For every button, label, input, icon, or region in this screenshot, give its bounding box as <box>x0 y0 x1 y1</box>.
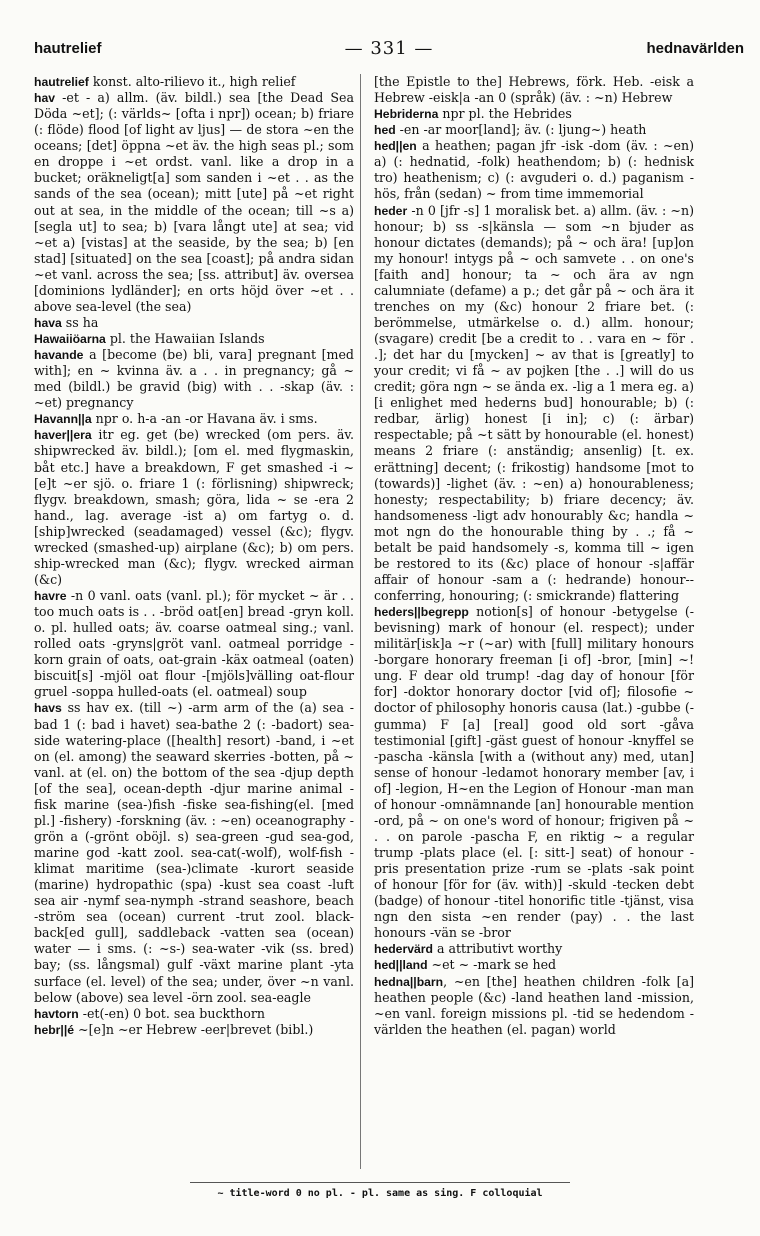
entry-text: [the Epistle to the] Hebrews, förk. Heb. -eisk a Hebrew -eisk|a -an 0 (språk) (äv. : ~n) Hebrew <box>374 74 694 106</box>
entry-text: -n 0 vanl. oats (vanl. pl.); för mycket ~ är . . too much oats is . . -bröd oat[en] bread -gryn koll. o. pl. hulled oats; äv. coarse oatmeal sing.; vanl. rolled oats -gryns|gröt vanl. oatmeal porridge -korn grain of oats, oat-grain -käx oatmeal (oaten) biscuit[s] -mjöl oat flour -[mjöls]välling oat-flour gruel -soppa hulled-oats (el. oatmeal) soup <box>34 588 354 700</box>
footer-rule <box>190 1182 570 1183</box>
entry-text: a attributivt worthy <box>432 941 563 957</box>
dictionary-entry <box>374 974 694 1038</box>
entry-text: itr eg. get (be) wrecked (om pers. äv. shipwrecked äv. bildl.); [om el. med flygmaskin, båt etc.] have a breakdown, F get smashed -i ~[e]t ~er sjö. o. friare 1 (: förlisning) shipwreck; flygv. breakdown, smash; göra, lida ~ se -era 2 hand., lag. average -ist a) om fartyg o. d. [ship]wrecked (seadamaged) vessel (&c); flygv. wrecked (smashed-up) airplane (&c); b) om pers. ship-wrecked man (&c); flygv. wrecked airman (&c) <box>34 427 354 587</box>
guide-word-left: hautrelief <box>34 40 102 57</box>
entry-text: ss hav ex. (till ~) -arm arm of the (a) sea -bad 1 (: bad i havet) sea-bathe 2 (: -badort) sea-side watering-place ([health] resort) -band, i ~et on (el. among) the seaward skerries -botten, på ~ vanl. at (el. on) the bottom of the sea -djup depth [of the sea], ocean-depth -djur marine animal -fisk marine (sea-)fish -fiske sea-fishing(el. [med pl.] -fishery) -forskning (äv. : ~en) oceanography -grön a (-grönt oböjl. s) sea-green -gud sea-god, marine god -katt zool. sea-cat(-wolf), wolf-fish -klimat maritime (sea-)climate -kurort seaside (marine) hydropathic (spa) -kust sea coast -luft sea air -nymf sea-nymph -strand seashore, beach -ström sea (ocean) current -trut zool. black-back[ed gull], saddleback -vatten sea (ocean) water — i sms. (: ~s-) sea-water -vik (ss. bred) bay; (ss. långsmal) gulf -växt marine plant -yta surface (el. level) of the sea; under, över ~n vanl. below (above) sea level -örn zool. sea-eagle <box>34 700 354 1005</box>
entry-text: ~et ~ -mark se hed <box>427 957 557 973</box>
footer-legend: ~ title-word 0 no pl. - pl. same as sing. F colloquial <box>217 1188 543 1199</box>
entry-text: a heathen; pagan jfr -isk -dom (äv. : ~en) a) (: hednatid, -folk) heathendom; b) (: hednisk tro) heathenism; c) (: avguderi o. d.) paganism -hös, från (sedan) ~ from time immemorial <box>374 138 694 202</box>
dictionary-entry <box>374 957 694 973</box>
entry-text: -et(-en) 0 bot. sea buckthorn <box>78 1005 266 1021</box>
column-divider <box>360 74 361 1169</box>
dictionary-entry <box>374 203 694 605</box>
entry-text: a [become (be) bli, vara] pregnant [med with]; en ~ kvinna äv. a . . in pregnancy; gå ~ med (bildl.) be gravid (big) with . . -skap (äv. : ~et) pregnancy <box>34 347 354 411</box>
left-column <box>34 74 354 1038</box>
dictionary-entry <box>34 331 354 347</box>
right-column <box>374 74 694 1038</box>
headword: heder <box>374 203 408 218</box>
headword: hedna||barn <box>374 974 444 989</box>
dictionary-entry <box>34 1006 354 1022</box>
headword: hed||land <box>374 958 428 973</box>
entry-text: notion[s] of honour -betygelse (-bevisning) mark of honour (el. respect); under militär[isk]a ~r (~ar) with [full] military honours -borgare honorary freeman [i of] -bror, [min] ~! ung. F dear old trump! -dag day of honour [för for] -doktor honorary doctor [vid of]; filosofie ~ doctor of philosophy honoris causa (lat.) -gubbe (-gumma) F [a] [real] good old sort -gåva testimonial [gift] -gäst guest of honour -knyffel se -pascha -känsla [with a (without any) med, utan] sense of honour -ledamot honorary member [av, i of] -legion, H~en the Legion of Honour -man man of honour -omnämnande [an] honourable mention -ord, på ~ on one's word of honour; frigiven på ~ . . on parole -pascha F, en riktig ~ a regular trump -plats place (el. [: sitt-] seat) of honour -pris presentation prize -rum se -plats -sak point of honour [för for (äv. with)] -skuld -tecken debt (badge) of honour -titel honorific title -tjänst, visa ngn den sista ~en render (pay) . . the last honours -vän se -bror <box>374 604 694 941</box>
dictionary-entry <box>374 74 694 106</box>
entry-text: npr o. h-a -an -or Havana äv. i sms. <box>91 411 318 427</box>
dictionary-entry <box>34 427 354 588</box>
entry-text: ss ha <box>61 314 99 330</box>
headword: hautrelief <box>34 75 89 89</box>
headword: havtorn <box>34 1006 79 1021</box>
dictionary-entry <box>374 122 694 138</box>
headword: haver||era <box>34 428 92 443</box>
dictionary-entry <box>374 941 694 957</box>
headword: hedervärd <box>374 942 433 957</box>
dictionary-entry <box>34 1022 354 1038</box>
headword: heders||begrepp <box>374 605 469 620</box>
headword: havre <box>34 589 67 603</box>
entry-text: , ~en [the] heathen children -folk [a] heathen people (&c) -land heathen land -mission, ~en vanl. foreign missions pl. -tid se hedendom -världen the heathen (el. pagan) world <box>374 973 694 1037</box>
dictionary-entry <box>34 90 354 315</box>
headword: Hawaiiöarna <box>34 332 106 346</box>
entry-text: konst. alto-rilievo it., high relief <box>88 74 296 89</box>
page-number: — 331 — <box>344 38 434 59</box>
dictionary-entry <box>34 315 354 331</box>
dictionary-entry <box>34 347 354 411</box>
entry-text: -en -ar moor[land]; äv. (: ljung~) heath <box>395 122 647 138</box>
dictionary-entry <box>374 106 694 122</box>
headword: hava <box>34 315 62 330</box>
headword: hav <box>34 91 56 106</box>
headword: havs <box>34 701 62 716</box>
page-header <box>34 40 744 64</box>
entry-text: -et - a) allm. (äv. bildl.) sea [the Dead Sea Döda ~et]; (: världs~ [ofta i npr]) ocean; b) friare (: flöde) flood [of light av ljus] — de stora ~en the oceans; [det] öppna ~et äv. the high seas pl.; som en droppe i ~et ordst. vanl. like a drop in a bucket; oräkneligt[a] som sanden i ~et . . as the sands of the sea (ocean); mitt [ute] på ~et right out at sea, in the middle of the ocean; till ~s a) [segla ut] to sea; b) [vara långt ute] at sea; vid ~et a) [vistas] at the seaside, by the sea; b) [en stad] [situated] on the sea [coast]; på andra sidan ~et vanl. across the sea; [ss. attribut] äv. oversea [dominions lydländer]; en orts höjd över ~et . . above sea-level (the sea) <box>34 90 354 314</box>
dictionary-entry <box>34 74 354 90</box>
headword: hed <box>374 123 396 138</box>
guide-word-right: hednavärlden <box>646 40 744 57</box>
entry-text: npr pl. the Hebrides <box>438 106 572 122</box>
headword: hed||en <box>374 139 417 154</box>
dictionary-entry <box>34 411 354 427</box>
dictionary-entry <box>374 138 694 202</box>
dictionary-entry <box>34 700 354 1005</box>
dictionary-entry <box>374 604 694 941</box>
headword: havande <box>34 348 84 363</box>
entry-text: ~[e]n ~er Hebrew -eer|brevet (bibl.) <box>74 1021 314 1037</box>
headword: Hebriderna <box>374 107 439 122</box>
entry-text: pl. the Hawaiian Islands <box>105 331 265 346</box>
entry-text: -n 0 [jfr -s] 1 moralisk bet. a) allm. (äv. : ~n) honour; b) ss -s|känsla — som ~n bjuder as honour dictates (demands); på ~ och ära! [up]on my honour! intygs på ~ och samvete . . on one's [faith and] honour; ta ~ och ära av ngn calumniate (defame) a p.; det går på ~ och ära it trenches on my (&c) honour 2 friare bet. (: berömmelse, utmärkelse o. d.) allm. honour; (svagare) credit [be a credit to . . vara en ~ för . .]; det har du [mycken] ~ av that is [greatly] to your credit; vi få ~ av pojken [the . .] will do us credit; göra ngn ~ se ända ex. -lig a 1 mera eg. a) [i enlighet med hederns bud] honourable; b) (: redbar, ärlig) honest [i in]; c) (: ärbar) respectable; på ~t sätt by honourable (el. honest) means 2 friare (: anständig; ansenlig) [t. ex. erättning] decent; (: frikostig) handsome [mot to (towards)] -lighet (äv. : ~en) a) honourableness; honesty; respectability; b) friare decency; äv. handsomeness -ligt adv honourably &c; handla ~ mot ngn do the honourable thing by . .; få ~ betalt be paid handsomely -s, komma till ~ igen be restored to its (&c) place of honour -s|affär affair of honour -sam a (: hedrande) honour--conferring, honouring; (: smickrande) flattering <box>374 202 694 603</box>
headword: Havann||a <box>34 412 92 427</box>
dictionary-entry <box>34 588 354 700</box>
headword: hebr||é <box>34 1022 75 1037</box>
